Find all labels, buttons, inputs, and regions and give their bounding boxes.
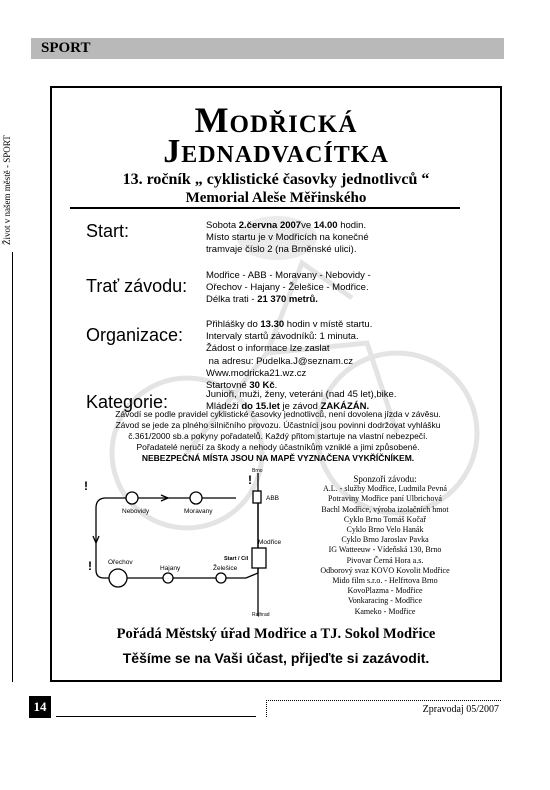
map-label-modrice: Modřice [258, 539, 282, 546]
title-divider [70, 207, 460, 209]
organization-line: Startovné 30 Kč. [206, 380, 278, 392]
waypoint-moravany [190, 492, 202, 504]
marker-modrice [252, 548, 266, 568]
start-line: Sobota 2.června 2007ve 14.00 hodin. [206, 220, 367, 231]
rule-line: č.361/2000 sb.a pokyny pořadatelů. Každý přitom startuje na vlastní nebezpečí. [128, 431, 428, 441]
sponsor-item: KovoPlazma - Modřice [347, 586, 423, 596]
footer-publication-box [266, 700, 501, 717]
sponsor-item: Kameko - Modřice [354, 606, 416, 616]
footer-rule [56, 716, 256, 717]
welcome-line: Těšíme se na Vaši účast, přijeďte si zazávodit. [122, 650, 430, 666]
rule-line: Závodí se podle pravidel cyklistické časovky jednotlivců, není dovolena jízda v závěsu. [115, 409, 441, 419]
route-line: Délka trati - 21 370 metrů. [206, 294, 318, 306]
waypoint-hajany [163, 573, 173, 583]
map-label-moravany: Moravany [184, 508, 213, 515]
memorial-name: Memorial Aleše Měřinského [185, 190, 367, 206]
sponsor-item: A.L. - služby Modřice, Ludmila Pevná [323, 484, 447, 494]
organization-line: Žádost o informace lze zaslat [206, 343, 330, 355]
organization-line: Www.modricka21.wz.cz [206, 367, 307, 379]
sponsor-item: Mido film s.r.o. - Helfrtova Brno [332, 576, 438, 586]
map-label-abb: ABB [266, 495, 280, 502]
organization-line: Přihlášky do 13.30 hodin v místě startu. [206, 319, 373, 330]
route-map [76, 468, 286, 618]
map-label-rajhrad: Rajhrad [252, 612, 270, 618]
map-label-zelesice: Želešice [213, 565, 238, 572]
route-line: Modřice - ABB - Moravany - Nebovidy - [206, 270, 371, 281]
sponsor-item: Cyklo Brno Jaroslav Pavka [341, 535, 429, 545]
start-info [206, 220, 369, 257]
race-poster [50, 86, 502, 682]
categories-label: Kategorie: [86, 392, 169, 412]
marker-abb [253, 491, 261, 503]
race-rules [60, 409, 496, 464]
categories-line: Junioři, muži, ženy, veteráni (nad 45 let),bike. [206, 389, 397, 400]
route-line: Ořechov - Hajany - Želešice - Modřice. [206, 282, 369, 294]
start-line: tramvaje číslo 2 (na Brněnské ulici). [206, 244, 357, 256]
poster-subtitle: 13. ročník „ cyklistické časovky jednotlivců “ [122, 171, 430, 188]
map-label-orechov: Ořechov [108, 559, 133, 566]
waypoint-nebovidy [126, 492, 138, 504]
section-header [31, 38, 504, 59]
sponsor-item: Pivovar Černá Hora a.s. [346, 555, 424, 565]
start-label: Start: [86, 221, 130, 241]
sponsor-item: Vonkaracing - Modřice [347, 596, 423, 606]
organization-line: na adresu: Pudelka.J@seznam.cz [206, 355, 353, 367]
rule-line: NEBEZPEČNÁ MÍSTA JSOU NA MAPĚ VYZNAČENA VYKŘÍČNÍKEM. [141, 453, 415, 463]
rule-line: Pořadatelé neručí za škody a nehody účastníkům vzniklé a jimi způsobené. [136, 442, 420, 452]
map-label-hajany: Hajany [160, 565, 181, 572]
map-label-start-finish: Start / Cíl [224, 556, 249, 562]
warning-mark: ! [248, 473, 252, 487]
categories-line: Mládeži do 15.let je závod ZAKÁZÁN. [206, 401, 370, 413]
running-title: Život v našem městě - SPORT [2, 135, 12, 245]
route-info [206, 270, 371, 307]
waypoint-orechov [109, 569, 127, 587]
rule-line: Závod se jede za plného silničního provozu. Účastníci jsou povinni dodržovat vyhlášku [115, 420, 441, 430]
page-number: 14 [29, 696, 51, 718]
publication-issue: Zpravodaj 05/2007 [422, 704, 499, 715]
sponsors-heading: Sponzoři závodu: [353, 474, 417, 484]
sponsor-item: IG Watteeuw - Vídeňská 130, Brno [328, 545, 442, 555]
organization-label: Organizace: [86, 325, 184, 345]
map-label-nebovidy: Nebovidy [122, 508, 150, 515]
sponsor-item: Bachl Modřice, výroba izolačních hmot [321, 504, 449, 514]
side-rule [12, 252, 13, 682]
route-label: Trať závodu: [86, 276, 188, 296]
waypoint-zelesice [216, 573, 226, 583]
sponsors-list [280, 474, 490, 617]
sponsor-item: Potraviny Modřice paní Ulbrichová [328, 494, 442, 504]
warning-mark: ! [88, 559, 92, 573]
organization-line: Intervaly startů závodníků: 1 minuta. [206, 331, 359, 343]
organizer-line: Pořádá Městský úřad Modřice a TJ. Sokol Modřice [116, 626, 436, 642]
sponsor-item: Cyklo Brno Tomáš Kočař [343, 514, 427, 524]
start-line: Místo startu je v Modřicích na konečné [206, 232, 369, 244]
map-label-brno: Brno [252, 468, 263, 474]
organization-info [206, 319, 372, 392]
poster-title-line1: Modřická [194, 100, 358, 140]
warning-mark: ! [84, 479, 88, 493]
section-title: SPORT [41, 40, 91, 56]
sponsor-item: Odborový svaz KOVO Kovolit Modřice [320, 565, 450, 575]
sponsor-item: Cyklo Brno Velo Hanák [346, 525, 424, 535]
poster-title-line2: Jednadvacítka [163, 133, 389, 170]
